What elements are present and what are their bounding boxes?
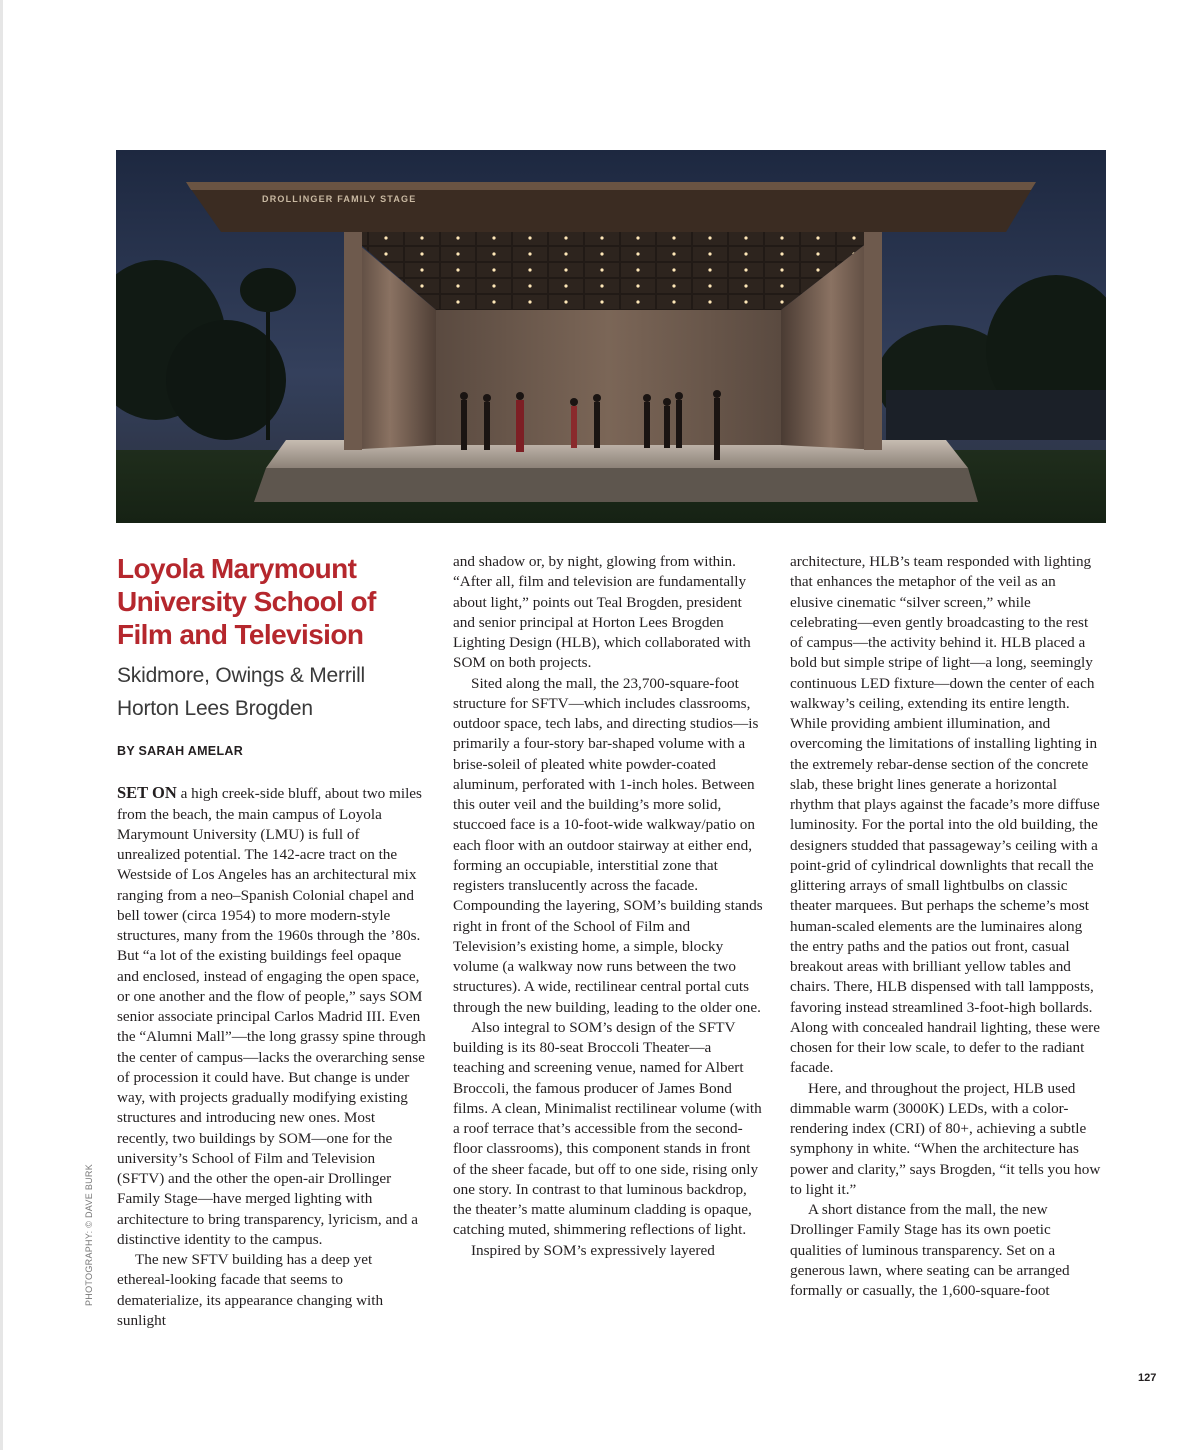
body-paragraph: architecture, HLB’s team responded with lighting that enhances the metaphor of the veil as an elusive cinematic “silver screen,” while celebrating—even gently broadcasting to the rest of campus—the activity behind it. HLB placed a bold but simple stripe of light—a long, seemingly continuous LED fixture—down the center of each walkway’s ceiling, extending its entire length. While providing ambient illumination, and overcoming the limitations of installing lighting in the extremely rebar-dense section of the concrete slab, these bright lines generate a horizontal rhythm that plays against the facade’s more diffuse luminosity. For the portal into the old building, the designers studded that passageway’s ceiling with a point-grid of cylindrical downlights that recall the glittering arrays of small lightbulbs on classic theater marquees. But perhaps the scheme’s most human-scaled elements are the luminaires along the entry paths and the patios out front, casual breakout areas with brilliant yellow tables and chairs. There, HLB dispensed with tall lampposts, favoring instead streamlined 3-foot-high bollards. Along with concealed handrail lighting, these were chosen for their low scale, to defer to the radiant facade. <box>790 553 1100 1077</box>
architect-firm: Skidmore, Owings & Merrill <box>117 664 366 687</box>
body-paragraph: Sited along the mall, the 23,700-square-foot structure for SFTV—which includes classrooms, outdoor space, tech labs, and directing studios—is primarily a four-story bar-shaped volume with a brise-soleil of pleated white powder-coated aluminum, perforated with 1-inch holes. Between this outer veil and the building’s more solid, stuccoed face is a 10-foot-wide walkway/patio on each floor with an outdoor stairway at either end, forming an occupiable, interstitial zone that registers translucently across the facade. Compounding the layering, SOM’s building stands right in front of the School of Film and Television’s existing home, a simple, blocky volume (a walkway now runs between the two structures). A wide, rectilinear central portal cuts through the new building, leading to the older one. <box>453 674 763 1016</box>
photo-credit: PHOTOGRAPHY: © DAVE BURK <box>84 1163 94 1306</box>
body-paragraph: Inspired by SOM’s expressively layered <box>471 1241 715 1259</box>
title-line-2: University School of <box>117 586 376 617</box>
body-paragraph: The new SFTV building has a deep yet ethereal-looking facade that seems to dematerialize, its appearance changing with sunlight <box>117 1251 384 1329</box>
lighting-firm: Horton Lees Brogden <box>117 697 313 720</box>
stage-sign-text: DROLLINGER FAMILY STAGE <box>262 194 417 204</box>
article-column-2 <box>453 552 763 1261</box>
article-title <box>117 552 426 651</box>
page-number: 127 <box>1138 1372 1157 1384</box>
body-paragraph: Also integral to SOM’s design of the SFTV building is its 80-seat Broccoli Theater—a teaching and screening venue, named for Albert Broccoli, the famous producer of James Bond films. A clean, Minimalist rectilinear volume (with a roof terrace that’s accessible from the second-floor classrooms), this component stands in front of the sheer facade, but off to one side, rising only one story. In contrast to that luminous backdrop, the theater’s matte aluminum cladding is opaque, catching muted, shimmering reflections of light. <box>453 1018 762 1239</box>
paragraph-text: a high creek-side bluff, about two miles from the beach, the main campus of Loyola Marymount University (LMU) is full of unrealized potential. The 142-acre tract on the Westside of Los Angeles has an architectural mix ranging from a neo–Spanish Colonial chapel and bell tower (circa 1954) to more modern-style structures, many from the 1960s through the ’80s. But “a lot of the existing buildings feel opaque and enclosed, instead of engaging the open space, or one another and the flow of people,” says SOM senior associate principal Carlos Madrid III. Even the “Alumni Mall”—the long grassy spine through the center of campus—lacks the overarching sense of procession it could have. But change is under way, with projects gradually modifying existing structures and introducing new ones. Most recently, two buildings by SOM—one for the university’s School of Film and Television (SFTV) and the other the open-air Drollinger Family Stage—have merged lighting with architecture to bring transparency, lyricism, and a distinctive identity to the campus. <box>117 785 426 1248</box>
hero-photo <box>116 150 1106 523</box>
byline: BY SARAH AMELAR <box>117 744 244 758</box>
body-paragraph <box>117 783 426 1250</box>
article-column-3 <box>790 552 1101 1301</box>
body-paragraph: Here, and throughout the project, HLB used dimmable warm (3000K) LEDs, with a color-rendering index (CRI) of 80+, achieving a subtle symphony in white. “When the architecture has power and clarity,” says Brogden, “it tells you how to light it.” <box>790 1079 1101 1198</box>
lead-in: SET ON <box>117 783 177 803</box>
drollinger-stage-illustration <box>116 150 1106 523</box>
body-paragraph: and shadow or, by night, glowing from within. “After all, film and television are fundamentally about light,” points out Teal Brogden, president and senior principal at Horton Lees Brogden Lighting Design (HLB), which collaborated with SOM on both projects. <box>453 553 751 672</box>
article-column-1 <box>117 552 426 1331</box>
page-edge-rule <box>0 0 3 1450</box>
body-paragraph: A short distance from the mall, the new Drollinger Family Stage has its own poetic qualities of luminous transparency. Set on a generous lawn, where seating can be arranged formally or casually, the 1,600-square-foot <box>790 1201 1070 1299</box>
title-line-1: Loyola Marymount <box>117 553 357 584</box>
title-line-3: Film and Television <box>117 619 364 650</box>
